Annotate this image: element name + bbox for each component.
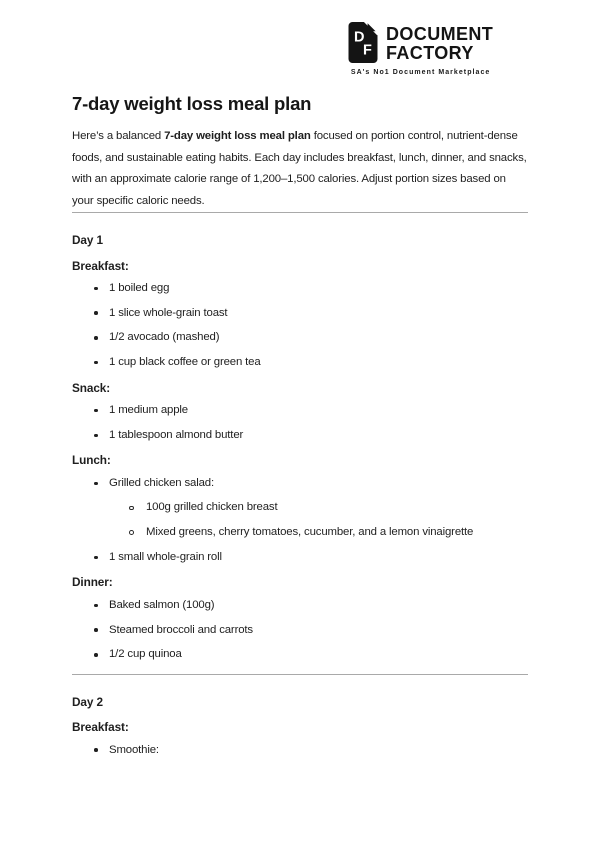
bullet-icon [94, 409, 98, 413]
list-item-text: 1/2 avocado (mashed) [109, 331, 220, 344]
bullet-icon [94, 287, 98, 291]
meal-section-heading: Lunch: [72, 453, 111, 468]
bullet-icon [94, 748, 98, 752]
bullet-icon [94, 311, 98, 315]
meal-section-heading: Dinner: [72, 575, 113, 590]
icon-letter-d: D [354, 29, 365, 46]
circle-bullet-icon [129, 530, 134, 535]
list-item [72, 278, 528, 300]
day-heading: Day 2 [72, 694, 103, 709]
bullet-icon [94, 653, 98, 657]
intro-paragraph [72, 126, 528, 212]
circle-bullet-icon [129, 506, 134, 511]
day-heading: Day 1 [72, 233, 103, 247]
list-subitem [109, 522, 528, 544]
list-item [72, 740, 528, 762]
intro-text-before: Here’s a balanced [72, 130, 165, 142]
list-subitem-text: Mixed greens, cherry tomatoes, cucumber, and a lemon vinaigrette [146, 526, 474, 539]
logo-name-line1: DOCUMENT [386, 24, 494, 44]
logo-tagline: SA's No1 Document Marketplace [350, 69, 491, 76]
meal-item-list [72, 595, 528, 666]
list-item [72, 327, 528, 349]
bullet-icon [94, 628, 98, 632]
list-item-text: 1 medium apple [109, 404, 188, 417]
list-item-text: 1 cup black coffee or green tea [109, 356, 261, 369]
list-item [72, 400, 528, 422]
list-item-text: Baked salmon (100g) [109, 598, 215, 611]
list-item-text: Steamed broccoli and carrots [109, 623, 253, 636]
logo-name [386, 22, 493, 62]
list-item [72, 303, 528, 325]
list-item-text: Smoothie: [109, 743, 159, 756]
meal-section-heading: Snack: [72, 380, 111, 395]
meal-item-list [72, 473, 528, 569]
meal-section-heading: Breakfast: [72, 720, 129, 735]
document-factory-logo [348, 22, 493, 76]
list-item [72, 595, 528, 617]
list-item-text: 1 boiled egg [109, 282, 170, 294]
logo-name-line2: FACTORY [386, 42, 474, 63]
meal-subitem-list [109, 497, 528, 543]
document-factory-icon [348, 22, 378, 63]
bullet-icon [94, 604, 98, 608]
meal-section-heading: Breakfast: [72, 258, 129, 273]
meal-item-list [72, 740, 528, 762]
section-divider [72, 674, 528, 675]
list-item [72, 425, 528, 447]
meal-item-list [72, 278, 528, 374]
list-item [72, 547, 528, 569]
list-item-text: 1 tablespoon almond butter [109, 428, 244, 441]
list-item [72, 473, 528, 544]
bullet-icon [94, 482, 98, 486]
bullet-icon [94, 434, 98, 438]
intro-text-bold: 7-day weight loss meal plan [164, 130, 311, 142]
list-item [72, 352, 528, 374]
list-item [72, 644, 528, 666]
list-item-text: 1/2 cup quinoa [109, 648, 182, 661]
intro-text-after: focused on portion control, nutrient-dense foods, and sustainable eating habits. Each day includes breakfast, lunch, dinner, and snacks, with an approximate calorie range of 1,200–1,500 calories. Adjust portion sizes based on your specific caloric needs. [72, 130, 527, 207]
meal-plan-days [72, 212, 528, 761]
logo-header [72, 22, 528, 76]
list-item-text: 1 small whole-grain roll [109, 550, 222, 563]
meal-item-list [72, 400, 528, 446]
list-item [72, 620, 528, 642]
list-item-text: 1 slice whole-grain toast [109, 306, 228, 319]
list-subitem-text: 100g grilled chicken breast [146, 501, 278, 514]
bullet-icon [94, 556, 98, 560]
list-subitem [109, 497, 528, 519]
bullet-icon [94, 361, 98, 365]
bullet-icon [94, 336, 98, 340]
section-divider [72, 212, 528, 213]
list-item-text: Grilled chicken salad: [109, 476, 214, 489]
icon-letter-f: F [363, 42, 372, 59]
document-title: 7-day weight loss meal plan [72, 93, 312, 114]
